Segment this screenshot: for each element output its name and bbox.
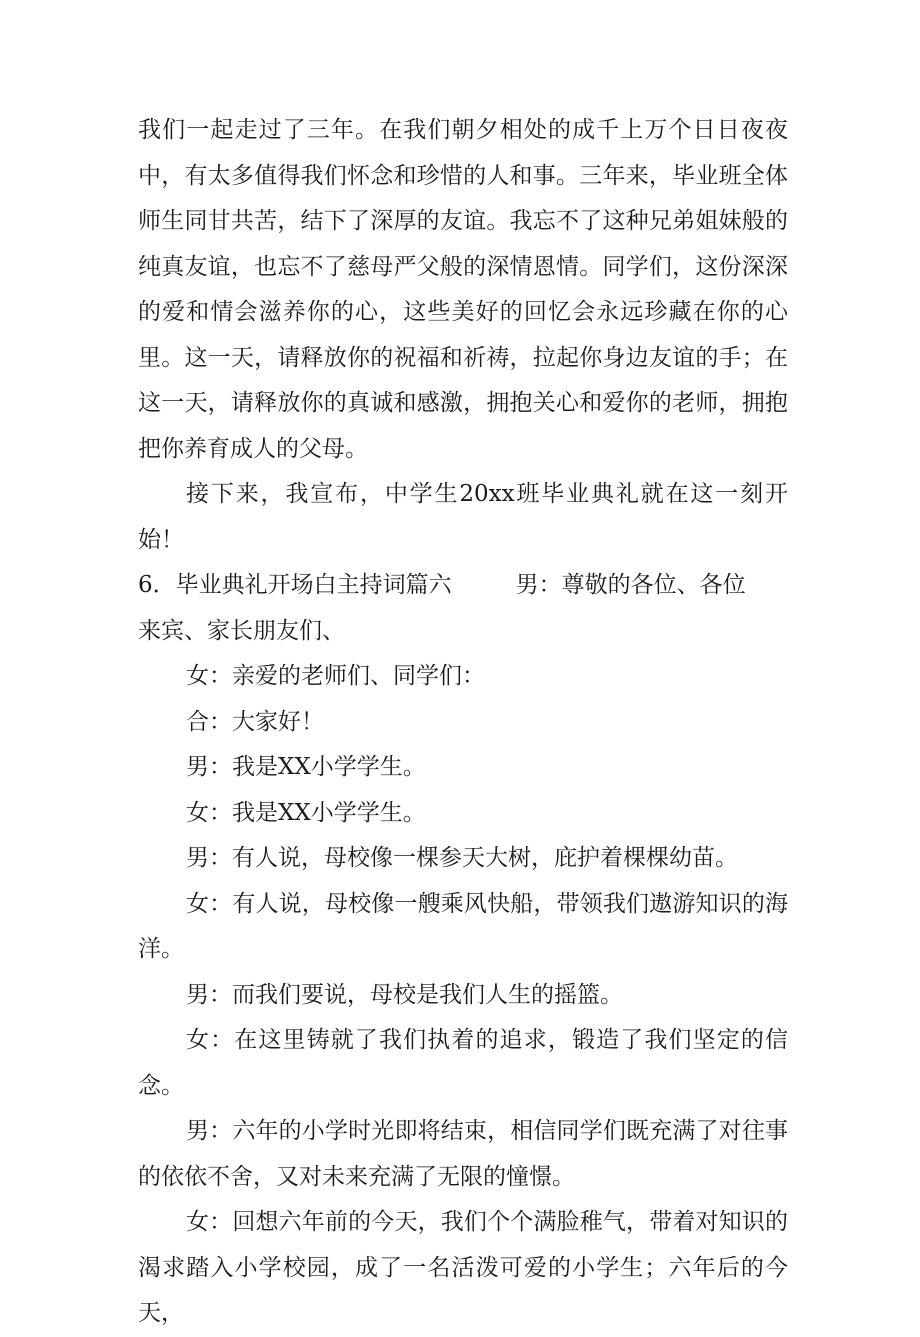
speech-line: 合：大家好！: [186, 708, 324, 735]
speech-line: 女：在这里铸就了我们执着的追求，锻造了我们坚定的信念。: [138, 1027, 788, 1099]
speech-line-male-greeting: 男：尊敬的各位、各位: [515, 572, 746, 598]
speech-line: 女：我是XX小学学生。: [186, 799, 426, 826]
document-body: [138, 108, 788, 1337]
section-heading-title: 6．毕业典礼开场白主持词篇六: [138, 572, 452, 598]
speech-line: 男：我是XX小学学生。: [186, 754, 426, 780]
speech-line-greeting-continued: 来宾、家长朋友们、: [138, 617, 345, 644]
paragraph-closing-remarks: 我们一起走过了三年。在我们朝夕相处的成千上万个日日夜夜中，有太多值得我们怀念和珍惜的人和事。三年来，毕业班全体师生同甘共苦，结下了深厚的友谊。我忘不了这种兄弟姐妹般的纯真友谊，也忘不了慈母严父般的深情恩情。同学们，这份深深的爱和情会滋养你的心，这些美好的回忆会永远珍藏在你的心里。这一天，请释放你的祝福和祈祷，拉起你身边友谊的手；在这一天，请释放你的真诚和感激，拥抱关心和爱你的老师，拥抱把你养育成人的父母。: [138, 117, 788, 462]
speech-line: 女：回想六年前的今天，我们个个满脸稚气，带着对知识的渴求踏入小学校园，成了一名活泼可爱的小学生；六年后的今天，: [138, 1209, 788, 1326]
section-heading-line: [138, 563, 788, 609]
speech-line: 男：六年的小学时光即将结束，相信同学们既充满了对往事的依依不舍，又对未来充满了无限的憧憬。: [138, 1118, 788, 1190]
paragraph-ceremony-announcement: 接下来，我宣布，中学生20xx班毕业典礼就在这一刻开始！: [138, 481, 788, 553]
speech-line: 女：有人说，母校像一艘乘风快船，带领我们遨游知识的海洋。: [138, 890, 788, 962]
speech-line: 男：有人说，母校像一棵参天大树，庇护着棵棵幼苗。: [186, 845, 738, 871]
speech-line: 女：亲爱的老师们、同学们：: [186, 663, 485, 689]
speech-line: 男：而我们要说，母校是我们人生的摇篮。: [186, 981, 623, 1008]
